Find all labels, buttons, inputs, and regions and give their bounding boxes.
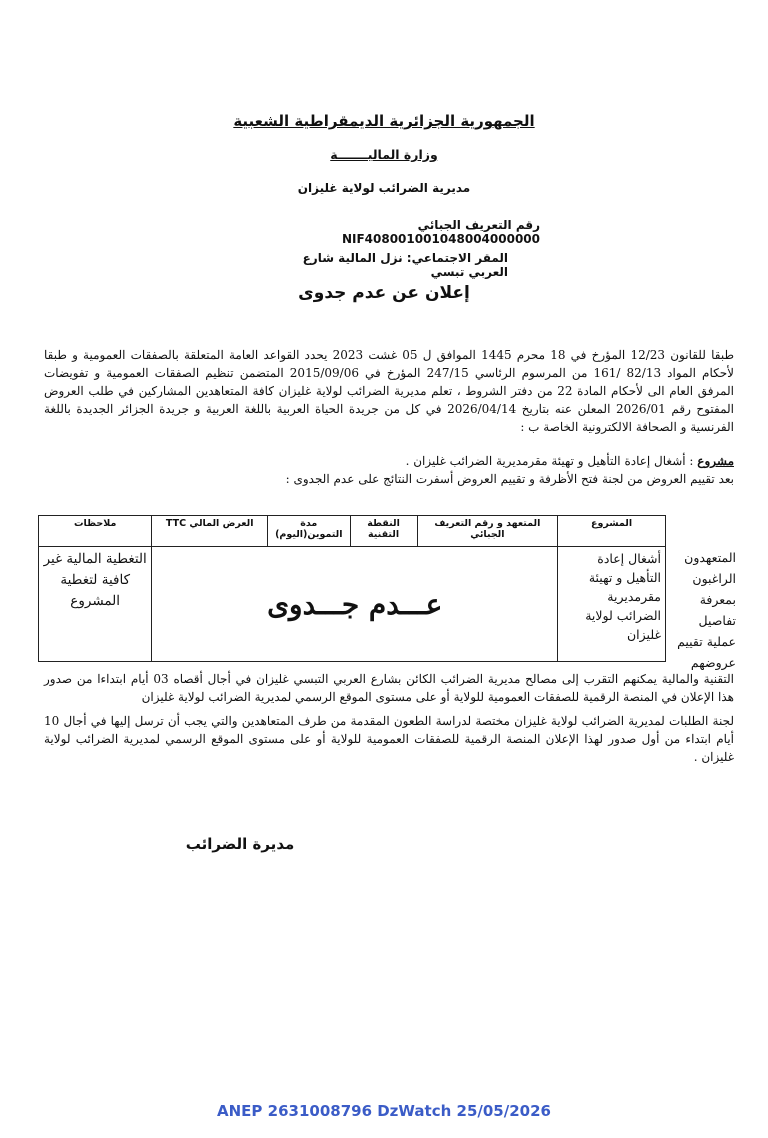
directorate-name: مديرية الضرائب لولاية غليزان [297, 181, 471, 195]
publication-footer: ANEP 2631008796 DzWatch 25/05/2026 [217, 1102, 551, 1120]
ministry-title: وزارة الماليـــــــة [330, 147, 438, 162]
review-paragraph: التقنية والمالية يمكنهم التقرب إلى مصالح مديرية الضرائب الكائن بشارع العربي التبسي غليزان في أجال أقصاه 03 أيام ابتداءا من صدور هذا الإعلان في المنصة الرقمية للصفقات العمومية للولاية أو على مستوى الموقع الرسمي لمديرية الضرائب لولاية غليزان [44, 672, 734, 704]
table-header-row [39, 516, 666, 547]
cell-project: أشغال إعادة التأهيل و تهيئة مقرمديرية الضرائب لولاية غليزان [558, 547, 666, 662]
header-project: المشروع [558, 516, 666, 547]
cell-notes: التغطية المالية غير كافية لتغطية المشروع [39, 547, 152, 662]
headquarters-line: المقر الاجتماعي: نزل المالية شارع العربي تبسي [302, 251, 508, 279]
header-duration: مدة التموين(اليوم) [268, 516, 350, 547]
bidders-note: المتعهدون الراغبون بمعرفة تفاصيل عملية تقييم عروضهم [677, 550, 736, 670]
signature: مديرة الضرائب [185, 835, 295, 853]
project-text: : أشغال إعادة التأهيل و تهيئة مقرمديرية الضرائب غليزان . [405, 454, 698, 468]
table-row [39, 547, 666, 662]
republic-title: الجمهورية الجزائرية الديمقراطية الشعبية [233, 112, 535, 130]
project-line [44, 452, 734, 470]
project-label: مشروع [697, 454, 734, 468]
evaluation-line: بعد تقييم العروض من لجنة فتح الأظرفة و تقييم العروض أسفرت النتائج على عدم الجدوى : [285, 472, 734, 486]
header-technical-score: النقطة التقنية [350, 516, 417, 547]
legal-paragraph: طبقا للقانون 12/23 المؤرخ في 18 محرم 1445 الموافق ل 05 غشت 2023 يحدد القواعد العامة المتعلقة بالصفقات العمومية و طبقا لأحكام المواد 82/13 /161 من المرسوم الرئاسي 247/15 المؤرخ في 2015/09/06 المتضمن تنظيم الصفقات العمومية و تفويضات المرفق العام الى لأحكام المادة 22 من دفتر الشروط ، تعلم مديرية الضرائب لولاية غليزان كافة المتعاهدين المشاركين في طلب العروض المفتوح رقم 2026/01 المعلن عنه بتاريخ 2026/04/14 في كل من جريدة الحياة العربية باللغة العربية و جريدة الجزائر الجديدة باللغة الفرنسية و الصحافة الالكترونية الخاصة ب : [44, 348, 735, 434]
header-notes: ملاحظات [39, 516, 152, 547]
results-table [38, 515, 666, 662]
tax-id-line: رقم التعريف الجبائي NIF408001001048004000000 [341, 218, 540, 246]
cell-verdict: عـــدم جـــدوى [152, 547, 558, 662]
header-bidder: المتعهد و رقم التعريف الجبائي [417, 516, 557, 547]
header-financial-offer: العرض المالي TTC [152, 516, 268, 547]
announcement-title: إعلان عن عدم جدوى [298, 283, 470, 303]
appeals-paragraph: لجنة الطلبات لمديرية الضرائب لولاية غليزان مختصة لدراسة الطعون المقدمة من طرف المتعاهدين والتي يجب أن ترسل إليها في أجال 10 أيام ابتداء من أول صدور لهذا الإعلان المنصة الرقمية للصفقات العمومية للولاية أو على مستوى الموقع الرسمي لمديرية الضرائب لولاية غليزان . [44, 714, 734, 764]
